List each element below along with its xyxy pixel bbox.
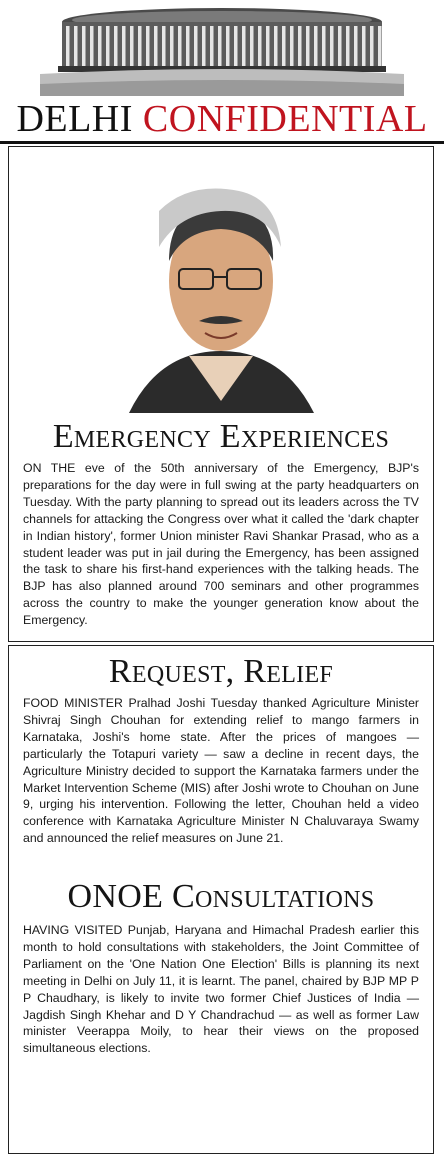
story-headline: Request, Relief (108, 653, 334, 690)
portrait-sketch (9, 151, 433, 421)
parliament-building-illustration (40, 4, 404, 96)
masthead (0, 0, 444, 142)
story-headline: ONOE Consultations (67, 878, 375, 915)
title-confidential: CONFIDENTIAL (142, 98, 428, 140)
story-box-relief (8, 645, 434, 1154)
story-body: FOOD MINISTER Pralhad Joshi Tuesday thanked Agriculture Minister Shivraj Singh Chouhan for extending relief to mango farmers in Karnataka, Joshi's home state. After the prices of mangoes — particularly the Totapuri variety — saw a decline in recent days, the Agriculture Ministry decided to support the Karnataka farmers under the Market Intervention Scheme (MIS) after Joshi wrote to Chouhan on June 9, urging his intervention. Following the letter, Chouhan held a video conference with Karnataka Agriculture Minister N Chaluvaraya Swamy and announced the relief measures on June 21. (23, 696, 419, 846)
title-delhi: DELHI (16, 98, 133, 140)
title-rule (0, 141, 444, 144)
story-box-emergency (8, 146, 434, 642)
story-headline: Emergency Experiences (52, 418, 390, 455)
story-body: ON THE eve of the 50th anniversary of the Emergency, BJP's preparations for the day were in full swing at the party headquarters on Tuesday. With the party planning to spread out its leaders across the TV channels for attacking the Congress over what it called the 'dark chapter in Indian history', former Union minister Ravi Shankar Prasad, who as a student leader was put in jail during the Emergency, has been assigned the task to share his first-hand experiences with the talking heads. The BJP has also planned around 700 seminars and other programmes across the country to make the younger generation know about the Emergency. (23, 461, 419, 628)
section-title (0, 95, 444, 143)
story-body: HAVING VISITED Punjab, Haryana and Himachal Pradesh earlier this month to hold consultations with stakeholders, the Joint Committee of Parliament on the 'One Nation One Election' Bills is planning its next meeting in Delhi on July 11, it is learnt. The panel, chaired by BJP MP P P Chaudhary, is likely to invite two former Chief Justices of India — Jagdish Singh Khehar and D Y Chandrachud — as well as former Law minister Veerappa Moily, to hear their views on the proposed simultaneous elections. (23, 923, 419, 1056)
